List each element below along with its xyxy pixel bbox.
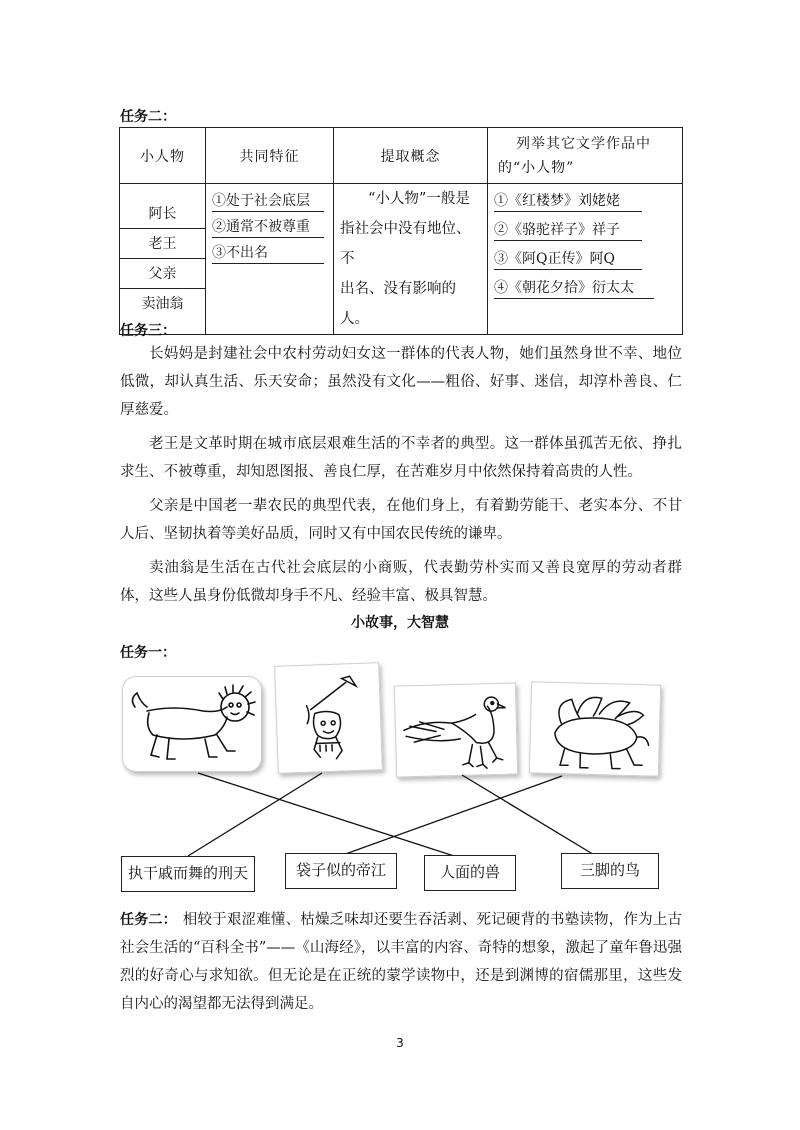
header-other-works-line1: 列举其它文学作品中 bbox=[516, 135, 651, 152]
example-3: ③《阿Q正传》阿Q bbox=[494, 249, 642, 270]
person-oil-seller: 卖油翁 bbox=[141, 296, 184, 312]
page-number: 3 bbox=[396, 1036, 404, 1050]
match-line-beast bbox=[198, 773, 454, 856]
person-father: 父亲 bbox=[120, 259, 205, 289]
feature-1: ①处于社会底层 bbox=[212, 191, 324, 212]
label-dijiang: 袋子似的帝江 bbox=[285, 853, 397, 889]
task2b-heading: 任务二： bbox=[120, 912, 177, 928]
task2b-body bbox=[120, 906, 682, 1018]
header-common-features: 共同特征 bbox=[206, 128, 334, 184]
example-1: ①《红楼梦》刘姥姥 bbox=[494, 191, 642, 212]
header-other-works-line2: 的“小人物” bbox=[498, 159, 575, 176]
task3-heading: 任务三： bbox=[120, 323, 176, 339]
label-xingtian: 执干戚而舞的刑天 bbox=[121, 856, 255, 892]
task2-heading: 任务二： bbox=[120, 109, 176, 125]
paragraph-father: 父亲是中国老一辈农民的典型代表，在他们身上，有着勤劳能干、老实本分、不甘人后、坚韧执着等美好品质，同时又有中国农民传统的谦卑。 bbox=[120, 498, 682, 542]
person-lao-wang: 老王 bbox=[120, 229, 205, 259]
header-little-people: 小人物 bbox=[120, 128, 206, 184]
paragraph-oil-seller: 卖油翁是生活在古代社会底层的小商贩，代表勤劳朴实而又善良宽厚的劳动者群体，这些人虽身份低微却身手不凡、经验丰富、极具智慧。 bbox=[120, 560, 682, 604]
label-human-face-beast: 人面的兽 bbox=[424, 855, 516, 891]
task2b-text: 相较于艰涩难懂、枯燥乏味却还要生吞活剥、死记硬背的书塾读物，作为上古社会生活的“百科全书”——《山海经》，以丰富的内容、奇特的想象，激起了童年鲁迅强烈的好奇心与求知欲。但无论是在正统的蒙学读物中，还是到渊博的宿儒那里，这些发自内心的渴望都无法得到满足。 bbox=[120, 912, 683, 1012]
label-three-legged-bird: 三脚的鸟 bbox=[561, 853, 659, 889]
concept-line3: 出名、没有影响的人。 bbox=[340, 281, 456, 327]
paragraph-lao-wang: 老王是文革时期在城市底层艰难生活的不幸者的典型。这一群体虽孤苦无依、挣扎求生、不被尊重，却知恩图报、善良仁厚，在苦难岁月中依然保持着高贵的人性。 bbox=[120, 436, 682, 480]
concept-line1: “小人物”一般是 bbox=[368, 191, 470, 207]
match-line-bird bbox=[462, 775, 596, 856]
match-line-xingtian bbox=[188, 773, 322, 856]
header-concept: 提取概念 bbox=[334, 128, 488, 184]
task1-heading: 任务一： bbox=[120, 645, 176, 661]
example-2: ②《骆驼祥子》祥子 bbox=[494, 220, 642, 241]
section-title: 小故事，大智慧 bbox=[351, 615, 449, 631]
feature-2: ②通常不被尊重 bbox=[212, 217, 324, 238]
paragraph-chang-ma: 长妈妈是封建社会中农村劳动妇女这一群体的代表人物，她们虽然身世不幸、地位低微，却认真生活、乐天安命；虽然没有文化——粗俗、好事、迷信，却淳朴善良、仁厚慈爱。 bbox=[120, 346, 682, 418]
person-a-chang: 阿长 bbox=[120, 199, 205, 229]
example-4: ④《朝花夕拾》衍太太 bbox=[494, 278, 654, 299]
feature-3: ③不出名 bbox=[212, 243, 324, 264]
concept-line2: 指社会中没有地位、不 bbox=[340, 221, 471, 267]
